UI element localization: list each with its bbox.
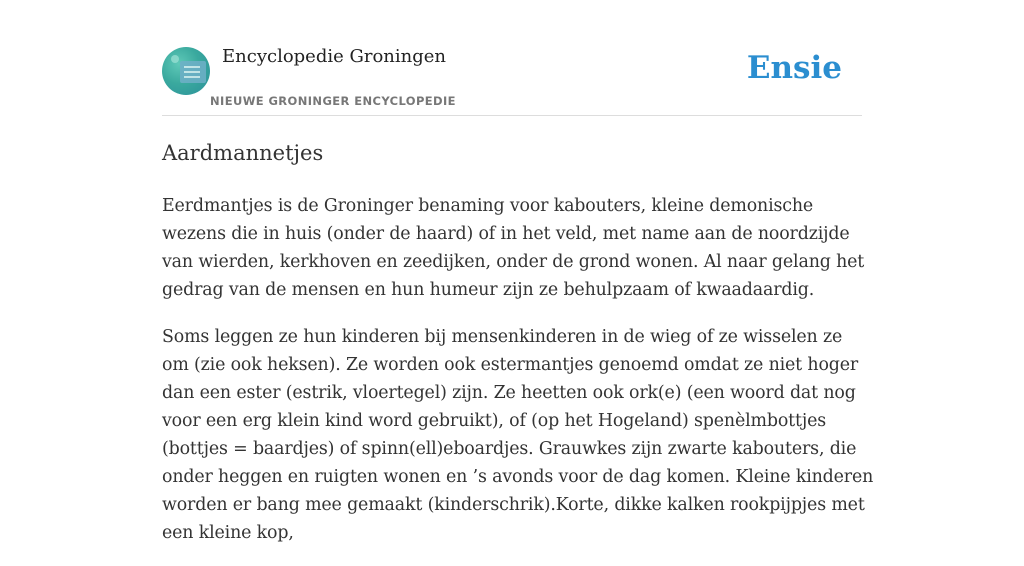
article-paragraph: Soms leggen ze hun kinderen bij mensenkinderen in de wieg of ze wisselen ze om (zie ook heksen). Ze worden ook estermantjes genoemd omdat ze niet hoger dan een ester (estrik, vloertegel) zijn. Ze heetten ook ork(e) (een woord dat nog voor een erg klein kind word gebruikt), of (op het Hogeland) spenèlmbottjes (bottjes = baardjes) of spinn(ell)eboardjes. Grauwkes zijn zwarte kabouters, die onder heggen en ruigten wonen en ’s avonds voor de dag komen. Kleine kinderen worden er bang mee gemaakt (kinderschrik).Korte, dikke kalken rookpijpjes met een kleine kop,	[162, 327, 874, 543]
article-paragraph: Eerdmantjes is de Groninger benaming voor kabouters, kleine demonische wezens die in huis (onder de haard) of in het veld, met name aan de noordzijde van wierden, kerkhoven en zeedijken, onder de grond wonen. Al naar gelang het gedrag van de mensen en hun humeur zijn ze behulpzaam of kwaadaardig.	[162, 196, 865, 300]
article-title: Aardmannetjes	[162, 141, 324, 165]
page	[162, 0, 874, 543]
site-header	[162, 0, 862, 116]
site-subtitle: NIEUWE GRONINGER ENCYCLOPEDIE	[210, 94, 456, 108]
site-logo-avatar[interactable]	[162, 47, 210, 95]
ensie-brand-link[interactable]: Ensie	[746, 50, 842, 86]
document-icon	[180, 61, 206, 83]
logo-decoration	[171, 55, 179, 63]
article-body	[162, 192, 874, 566]
site-title[interactable]: Encyclopedie Groningen	[222, 46, 447, 67]
